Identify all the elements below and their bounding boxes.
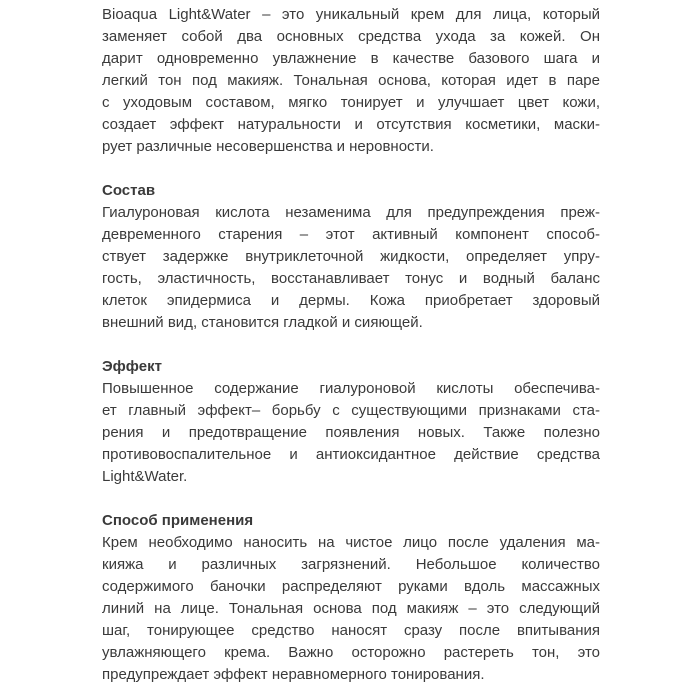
intro-line: создает эффект натуральности и отсутствия косметики, маски- (102, 116, 600, 133)
intro-paragraph (102, 4, 600, 158)
usage-line: шаг, тонирующее средство наносят сразу после впитывания (102, 622, 600, 639)
effect-line: Повышенное содержание гиалуроновой кислоты обеспечива- (102, 380, 600, 397)
composition-line: клеток эпидермиса и дермы. Кожа приобретает здоровый (102, 292, 600, 309)
effect-paragraph (102, 378, 600, 488)
composition-paragraph (102, 202, 600, 334)
usage-heading: Способ применения (102, 512, 254, 529)
composition-line: внешний вид, становится гладкой и сияющей. (102, 314, 423, 331)
effect-line: Light&Water. (102, 468, 188, 485)
composition-line: ствует задержке внутриклеточной жидкости, определяет упру- (102, 248, 600, 265)
usage-section (102, 510, 600, 686)
description-text-block (102, 4, 600, 686)
usage-line: линий на лице. Тональная основа под макияж – это следующий (102, 600, 600, 617)
usage-line: увлажняющего крема. Важно осторожно растереть тон, это (102, 644, 600, 661)
composition-line: гость, эластичность, восстанавливает тонус и водный баланс (102, 270, 600, 287)
effect-line: рения и предотвращение появления новых. Также полезно (102, 424, 600, 441)
composition-line: Гиалуроновая кислота незаменима для предупреждения преж- (102, 204, 600, 221)
usage-paragraph (102, 532, 600, 686)
effect-line: ет главный эффект– борьбу с существующими признаками ста- (102, 402, 600, 419)
intro-line: с уходовым составом, мягко тонирует и улучшает цвет кожи, (102, 94, 600, 111)
effect-line: противовоспалительное и антиоксидантное действие средства (102, 446, 600, 463)
effect-heading: Эффект (102, 358, 162, 375)
effect-section (102, 356, 600, 488)
intro-line: дарит одновременно увлажнение в качестве базового шага и (102, 50, 600, 67)
composition-line: девременного старения – этот активный компонент способ- (102, 226, 600, 243)
intro-line: легкий тон под макияж. Тональная основа, которая идет в паре (102, 72, 600, 89)
usage-line: кияжа и различных загрязнений. Небольшое количество (102, 556, 600, 573)
usage-line: содержимого баночки распределяют руками вдоль массажных (102, 578, 600, 595)
intro-line: рует различные несовершенства и неровности. (102, 138, 434, 155)
intro-line: заменяет собой два основных средства ухода за кожей. Он (102, 28, 600, 45)
intro-line: Bioaqua Light&Water – это уникальный крем для лица, который (102, 6, 600, 23)
composition-section (102, 180, 600, 334)
usage-line: Крем необходимо наносить на чистое лицо после удаления ма- (102, 534, 600, 551)
composition-heading: Состав (102, 182, 156, 199)
usage-line: предупреждает эффект неравномерного тонирования. (102, 666, 485, 683)
